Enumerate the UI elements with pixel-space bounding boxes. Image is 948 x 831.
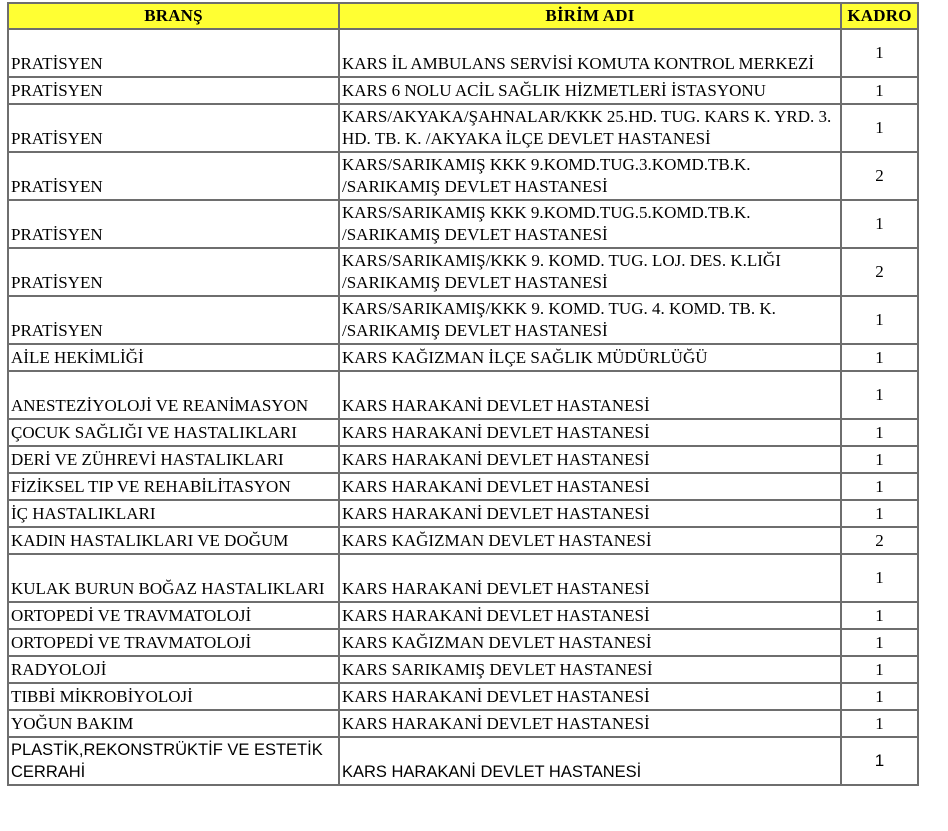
birim-cell: KARS KAĞIZMAN DEVLET HASTANESİ bbox=[339, 629, 841, 656]
birim-cell: KARS HARAKANİ DEVLET HASTANESİ bbox=[339, 446, 841, 473]
kadro-cell: 2 bbox=[841, 527, 918, 554]
table-row bbox=[8, 710, 918, 737]
birim-cell: KARS KAĞIZMAN İLÇE SAĞLIK MÜDÜRLÜĞÜ bbox=[339, 344, 841, 371]
kadro-cell: 2 bbox=[841, 152, 918, 200]
birim-cell: KARS HARAKANİ DEVLET HASTANESİ bbox=[339, 602, 841, 629]
brans-cell: TIBBİ MİKROBİYOLOJİ bbox=[8, 683, 339, 710]
kadro-cell: 1 bbox=[841, 371, 918, 419]
birim-cell: KARS İL AMBULANS SERVİSİ KOMUTA KONTROL MERKEZİ bbox=[339, 29, 841, 77]
brans-cell: PRATİSYEN bbox=[8, 77, 339, 104]
header-kadro: KADRO bbox=[841, 3, 918, 29]
table-row bbox=[8, 248, 918, 296]
table-row bbox=[8, 29, 918, 77]
brans-cell: YOĞUN BAKIM bbox=[8, 710, 339, 737]
table-row bbox=[8, 77, 918, 104]
table-row bbox=[8, 152, 918, 200]
birim-cell: KARS HARAKANİ DEVLET HASTANESİ bbox=[339, 710, 841, 737]
kadro-cell: 1 bbox=[841, 77, 918, 104]
table-row bbox=[8, 737, 918, 785]
brans-cell: ORTOPEDİ VE TRAVMATOLOJİ bbox=[8, 629, 339, 656]
kadro-cell: 1 bbox=[841, 200, 918, 248]
table-row bbox=[8, 104, 918, 152]
kadro-cell: 1 bbox=[841, 500, 918, 527]
birim-cell: KARS/SARIKAMIŞ KKK 9.KOMD.TUG.3.KOMD.TB.K. /SARIKAMIŞ DEVLET HASTANESİ bbox=[339, 152, 841, 200]
table-body bbox=[8, 29, 918, 785]
brans-cell: ANESTEZİYOLOJİ VE REANİMASYON bbox=[8, 371, 339, 419]
table-row bbox=[8, 527, 918, 554]
birim-cell: KARS KAĞIZMAN DEVLET HASTANESİ bbox=[339, 527, 841, 554]
kadro-cell: 1 bbox=[841, 554, 918, 602]
table-row bbox=[8, 200, 918, 248]
kadro-cell: 1 bbox=[841, 683, 918, 710]
table-row bbox=[8, 473, 918, 500]
birim-cell: KARS/AKYAKA/ŞAHNALAR/KKK 25.HD. TUG. KARS K. YRD. 3. HD. TB. K. /AKYAKA İLÇE DEVLET HASTANESİ bbox=[339, 104, 841, 152]
brans-cell: ORTOPEDİ VE TRAVMATOLOJİ bbox=[8, 602, 339, 629]
kadro-cell: 1 bbox=[841, 737, 918, 785]
birim-cell: KARS/SARIKAMIŞ KKK 9.KOMD.TUG.5.KOMD.TB.K. /SARIKAMIŞ DEVLET HASTANESİ bbox=[339, 200, 841, 248]
header-brans: BRANŞ bbox=[8, 3, 339, 29]
kadro-cell: 1 bbox=[841, 344, 918, 371]
brans-cell: PRATİSYEN bbox=[8, 200, 339, 248]
brans-cell: PRATİSYEN bbox=[8, 248, 339, 296]
birim-cell: KARS HARAKANİ DEVLET HASTANESİ bbox=[339, 737, 841, 785]
table-row bbox=[8, 344, 918, 371]
kadro-cell: 1 bbox=[841, 29, 918, 77]
brans-cell: PRATİSYEN bbox=[8, 104, 339, 152]
brans-cell: FİZİKSEL TIP VE REHABİLİTASYON bbox=[8, 473, 339, 500]
kadro-table bbox=[7, 2, 919, 786]
brans-cell: KADIN HASTALIKLARI VE DOĞUM bbox=[8, 527, 339, 554]
table-row bbox=[8, 296, 918, 344]
birim-cell: KARS HARAKANİ DEVLET HASTANESİ bbox=[339, 371, 841, 419]
kadro-cell: 1 bbox=[841, 104, 918, 152]
table-row bbox=[8, 446, 918, 473]
birim-cell: KARS 6 NOLU ACİL SAĞLIK HİZMETLERİ İSTASYONU bbox=[339, 77, 841, 104]
table-row bbox=[8, 371, 918, 419]
table-row bbox=[8, 554, 918, 602]
birim-cell: KARS HARAKANİ DEVLET HASTANESİ bbox=[339, 554, 841, 602]
header-row bbox=[8, 3, 918, 29]
table-row bbox=[8, 419, 918, 446]
kadro-cell: 1 bbox=[841, 656, 918, 683]
kadro-cell: 1 bbox=[841, 473, 918, 500]
birim-cell: KARS HARAKANİ DEVLET HASTANESİ bbox=[339, 683, 841, 710]
table-row bbox=[8, 656, 918, 683]
kadro-cell: 1 bbox=[841, 710, 918, 737]
birim-cell: KARS HARAKANİ DEVLET HASTANESİ bbox=[339, 500, 841, 527]
birim-cell: KARS SARIKAMIŞ DEVLET HASTANESİ bbox=[339, 656, 841, 683]
brans-cell: PRATİSYEN bbox=[8, 152, 339, 200]
kadro-cell: 1 bbox=[841, 446, 918, 473]
brans-cell: KULAK BURUN BOĞAZ HASTALIKLARI bbox=[8, 554, 339, 602]
brans-cell: İÇ HASTALIKLARI bbox=[8, 500, 339, 527]
brans-cell: AİLE HEKİMLİĞİ bbox=[8, 344, 339, 371]
brans-cell: ÇOCUK SAĞLIĞI VE HASTALIKLARI bbox=[8, 419, 339, 446]
kadro-cell: 1 bbox=[841, 419, 918, 446]
table-row bbox=[8, 500, 918, 527]
kadro-cell: 1 bbox=[841, 629, 918, 656]
birim-cell: KARS HARAKANİ DEVLET HASTANESİ bbox=[339, 419, 841, 446]
brans-cell: PLASTİK,REKONSTRÜKTİF VE ESTETİK CERRAHİ bbox=[8, 737, 339, 785]
birim-cell: KARS HARAKANİ DEVLET HASTANESİ bbox=[339, 473, 841, 500]
brans-cell: DERİ VE ZÜHREVİ HASTALIKLARI bbox=[8, 446, 339, 473]
kadro-cell: 2 bbox=[841, 248, 918, 296]
birim-cell: KARS/SARIKAMIŞ/KKK 9. KOMD. TUG. 4. KOMD. TB. K. /SARIKAMIŞ DEVLET HASTANESİ bbox=[339, 296, 841, 344]
brans-cell: PRATİSYEN bbox=[8, 296, 339, 344]
header-birim-adi: BİRİM ADI bbox=[339, 3, 841, 29]
kadro-cell: 1 bbox=[841, 296, 918, 344]
table-row bbox=[8, 629, 918, 656]
table-row bbox=[8, 683, 918, 710]
table-row bbox=[8, 602, 918, 629]
brans-cell: RADYOLOJİ bbox=[8, 656, 339, 683]
birim-cell: KARS/SARIKAMIŞ/KKK 9. KOMD. TUG. LOJ. DES. K.LIĞI /SARIKAMIŞ DEVLET HASTANESİ bbox=[339, 248, 841, 296]
brans-cell: PRATİSYEN bbox=[8, 29, 339, 77]
kadro-cell: 1 bbox=[841, 602, 918, 629]
